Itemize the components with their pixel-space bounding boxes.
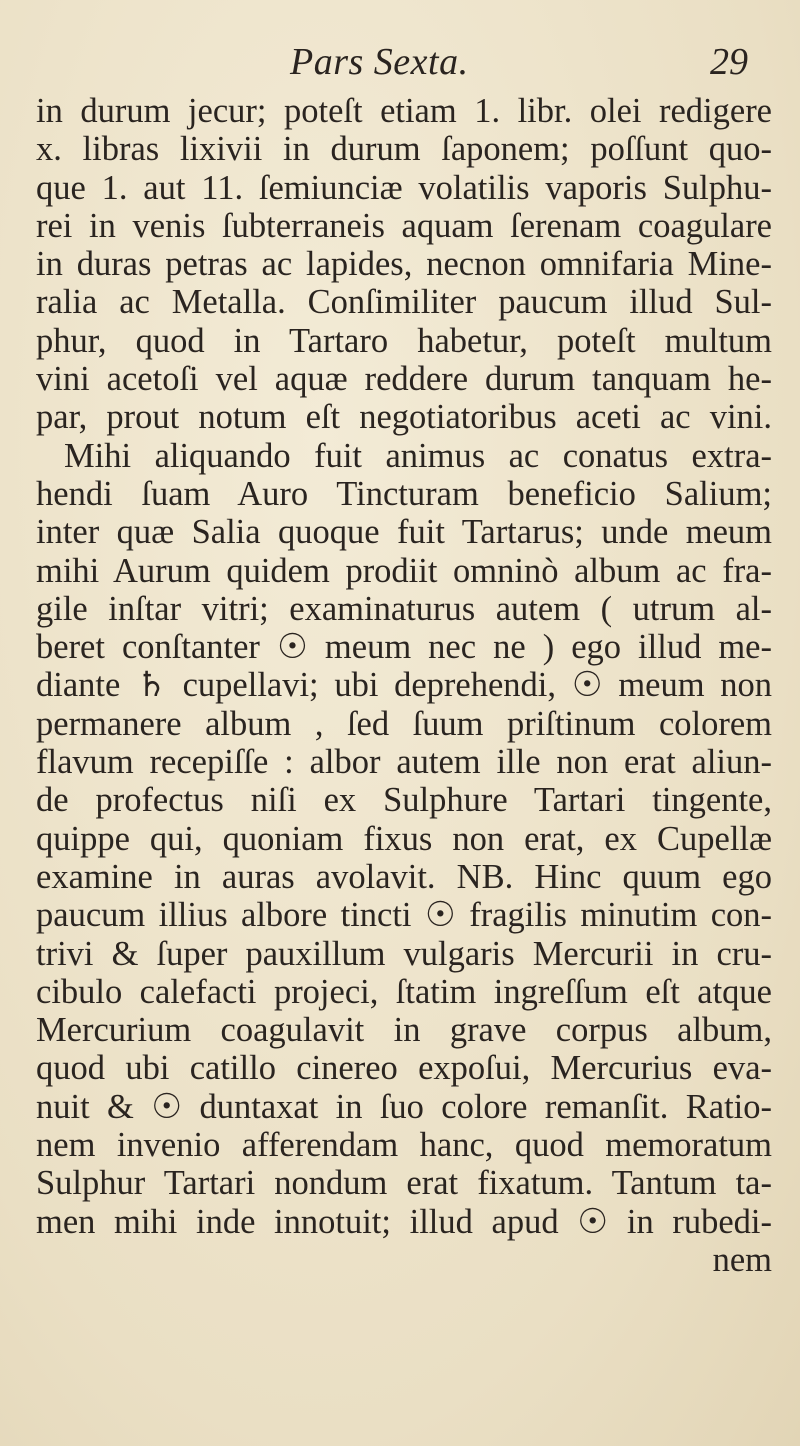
text-line: hendi ſuam Auro Tincturam beneficio Salium; <box>36 474 772 513</box>
text-line: quod ubi catillo cinereo expoſui, Mercurius eva- <box>36 1049 772 1088</box>
text-line: vini acetoſi vel aquæ reddere durum tanquam he- <box>36 360 772 399</box>
text-line: inter quæ Salia quoque fuit Tartarus; unde meum <box>36 513 772 552</box>
text-line: ralia ac Metalla. Conſimiliter paucum illud Sul- <box>36 283 772 322</box>
text-line: rei in venis ſubterraneis aquam ſerenam coagulare <box>36 206 772 245</box>
text-line: flavum recepiſſe : albor autem ille non erat aliun- <box>36 743 772 782</box>
text-line: men mihi inde innotuit; illud apud ☉ in rubedi- <box>36 1202 772 1241</box>
text-line: in duras petras ac lapides, necnon omnifaria Mine- <box>36 245 772 284</box>
text-line: quippe qui, quoniam fixus non erat, ex Cupellæ <box>36 819 772 858</box>
text-line: examine in auras avolavit. NB. Hinc quum ego <box>36 857 772 896</box>
page-number: 29 <box>710 41 748 83</box>
text-line: phur, quod in Tartaro habetur, poteſt multum <box>36 321 772 360</box>
text-line: gile inſtar vitri; examinaturus autem ( utrum al- <box>36 589 772 628</box>
paragraph-start-line: Mihi aliquando fuit animus ac conatus extra- <box>64 436 772 475</box>
text-line: que 1. aut 11. ſemiunciæ volatilis vaporis Sulphu- <box>36 168 772 207</box>
text-line: x. libras lixivii in durum ſaponem; poſſunt quo- <box>36 130 772 169</box>
text-line: diante ♄ cupellavi; ubi deprehendi, ☉ meum non <box>36 666 772 705</box>
catchword: nem <box>712 1240 772 1279</box>
body-text <box>36 92 772 1279</box>
text-line: mihi Aurum quidem prodiit omninò album ac fra- <box>36 551 772 590</box>
page-header <box>0 38 800 88</box>
text-line: beret conſtanter ☉ meum nec ne ) ego illud me- <box>36 628 772 667</box>
text-line: nem invenio afferendam hanc, quod memoratum <box>36 1126 772 1165</box>
text-line: par, prout notum eſt negotiatoribus aceti ac vini. <box>36 398 772 437</box>
text-line: permanere album , ſed ſuum priſtinum colorem <box>36 704 772 743</box>
text-line: trivi & ſuper pauxillum vulgaris Mercurii in cru- <box>36 934 772 973</box>
text-line: paucum illius albore tincti ☉ fragilis minutim con- <box>36 896 772 935</box>
text-line: de profectus niſi ex Sulphure Tartari tingente, <box>36 781 772 820</box>
text-line: nuit & ☉ duntaxat in ſuo colore remanſit. Ratio- <box>36 1087 772 1126</box>
text-line: Sulphur Tartari nondum erat fixatum. Tantum ta- <box>36 1164 772 1203</box>
text-line: cibulo calefacti projeci, ſtatim ingreſſum eſt atque <box>36 972 772 1011</box>
text-line: in durum jecur; poteſt etiam 1. libr. olei redigere <box>36 92 772 130</box>
text-line: Mercurium coagulavit in grave corpus album, <box>36 1011 772 1050</box>
running-head: Pars Sexta. <box>290 41 469 83</box>
